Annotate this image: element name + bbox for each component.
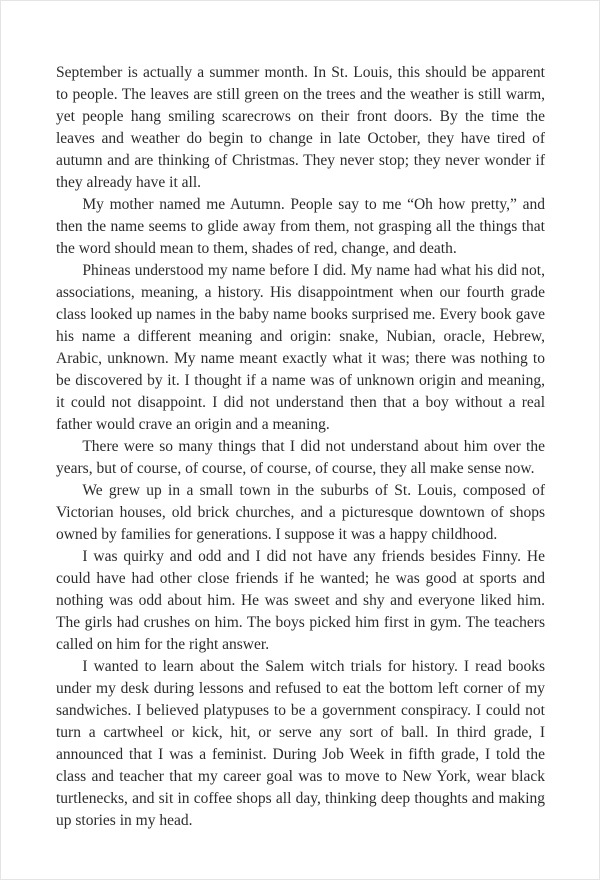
page-text-block [56,62,545,832]
paragraph: September is actually a summer month. In St. Louis, this should be apparent to people. The leaves are still green on the trees and the weather is still warm, yet people hang smiling scarecrows on their front doors. By the time the leaves and weather do begin to change in late October, they have tired of autumn and are thinking of Christmas. They never stop; they never wonder if they already have it all. [56,64,545,191]
paragraph: My mother named me Autumn. People say to me “Oh how pretty,” and then the name seems to glide away from them, not grasping all the things that the word should mean to them, shades of red, change, and death. [56,196,545,257]
paragraph: There were so many things that I did not understand about him over the years, but of course, of course, of course, of course, they all make sense now. [56,438,545,477]
paragraph: We grew up in a small town in the suburbs of St. Louis, composed of Victorian houses, old brick churches, and a picturesque downtown of shops owned by families for generations. I suppose it was a happy childhood. [56,482,545,543]
paragraph: I was quirky and odd and I did not have any friends besides Finny. He could have had other close friends if he wanted; he was good at sports and nothing was odd about him. He was sweet and shy and everyone liked him. The girls had crushes on him. The boys picked him first in gym. The teachers called on him for the right answer. [56,548,545,653]
paragraph: I wanted to learn about the Salem witch trials for history. I read books under my desk during lessons and refused to eat the bottom left corner of my sandwiches. I believed platypuses to be a government conspiracy. I could not turn a cartwheel or kick, hit, or serve any sort of ball. In third grade, I announced that I was a feminist. During Job Week in fifth grade, I told the class and teacher that my career goal was to move to New York, wear black turtlenecks, and sit in coffee shops all day, thinking deep thoughts and making up stories in my head. [56,658,545,829]
paragraph: Phineas understood my name before I did. My name had what his did not, associations, meaning, a history. His disappointment when our fourth grade class looked up names in the baby name books surprised me. Every book gave his name a different meaning and origin: snake, Nubian, oracle, Hebrew, Arabic, unknown. My name meant exactly what it was; there was nothing to be discovered by it. I thought if a name was of unknown origin and meaning, it could not disappoint. I did not understand then that a boy without a real father would crave an origin and a meaning. [56,262,545,433]
